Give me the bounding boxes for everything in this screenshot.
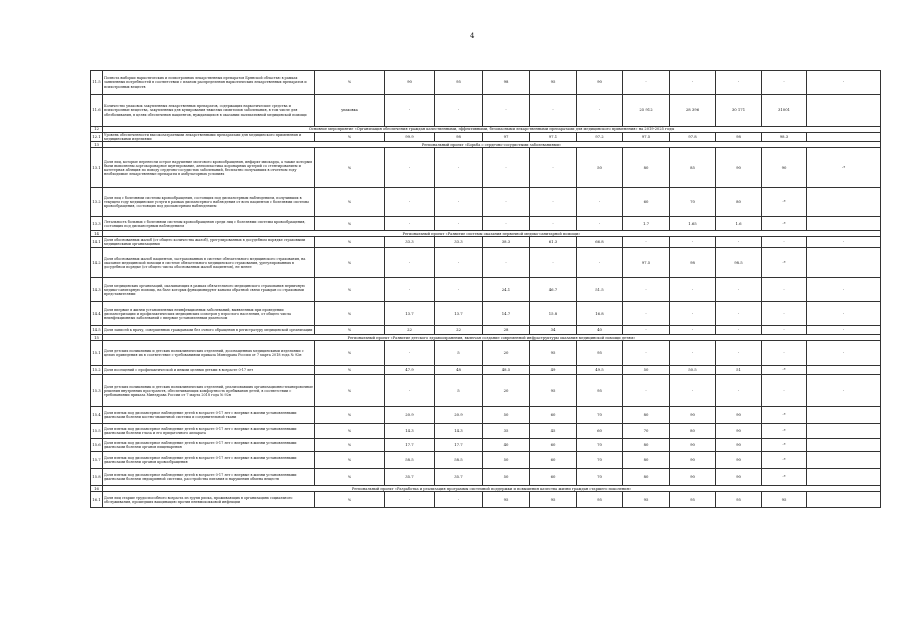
table-row — [91, 469, 881, 486]
value-cell: 51.5 — [577, 278, 623, 302]
unit-cell: % — [315, 71, 385, 95]
row-number: 15.6 — [91, 439, 103, 452]
value-cell: -* — [762, 452, 807, 469]
unit-cell: % — [315, 469, 385, 486]
value-cell — [807, 188, 881, 217]
value-cell: 97.2 — [577, 133, 623, 142]
value-cell: - — [716, 375, 762, 407]
row-number: 11.5 — [91, 71, 103, 95]
unit-cell: % — [315, 248, 385, 278]
indicator-name: Доля впервые в жизни установленных неинфекционных заболеваний, выявленных при проведении диспансеризации и профилактических медицинских осмотров у взрослого населения, от общего числа неинфекционных заболеваний с впервые установленным диагнозом — [103, 302, 315, 326]
value-cell: 48 — [435, 366, 483, 375]
value-cell: 48.5 — [483, 366, 530, 375]
value-cell: -* — [762, 424, 807, 439]
value-cell: - — [762, 326, 807, 335]
value-cell: 24.1 — [483, 278, 530, 302]
indicator-name: Доля взятых под диспансерное наблюдение детей в возрасте 0-17 лет с впервые в жизни установленными диагнозами болезни органов пищеварения — [103, 439, 315, 452]
value-cell: - — [623, 326, 670, 335]
row-number: 14.4 — [91, 302, 103, 326]
value-cell: 35 — [483, 424, 530, 439]
value-cell: 50.5 — [670, 366, 716, 375]
unit-cell: % — [315, 492, 385, 508]
value-cell: 95 — [435, 71, 483, 95]
row-number: 15.1 — [91, 341, 103, 366]
unit-cell: % — [315, 366, 385, 375]
table-row — [91, 95, 881, 127]
value-cell: 1.6 — [716, 217, 762, 231]
indicator-name: Доля детских поликлиник и детских поликлинических отделений, реализовавших организационно-планировочные решения внутренних пространств, обеспечивающих комфортность пребывания детей, в соответствии с требованиями приказа Минздрава России от 7 марта 2018 года № 92н — [103, 375, 315, 407]
value-cell: 20 — [483, 375, 530, 407]
value-cell: 50 — [577, 148, 623, 188]
value-cell: 90 — [670, 407, 716, 424]
value-cell: 40 — [577, 326, 623, 335]
value-cell: 70 — [623, 424, 670, 439]
value-cell: - — [807, 326, 881, 335]
value-cell: 90 — [716, 424, 762, 439]
value-cell: - — [385, 375, 435, 407]
value-cell: 49 — [530, 366, 577, 375]
value-cell: 46.7 — [530, 278, 577, 302]
indicator-name: Доля медицинских организаций, оказывающих в рамках обязательного медицинского страхования первичную медико-санитарную помощь, на базе которых функционируют каналы обратной связи граждан со страховыми представителями — [103, 278, 315, 302]
table-row — [91, 188, 881, 217]
value-cell: - — [385, 148, 435, 188]
value-cell: - — [670, 237, 716, 248]
indicator-name: Летальность больных с болезнями системы кровообращения среди лиц с болезнями системы кровообращения, состоящих под диспансерным наблюдением — [103, 217, 315, 231]
indicator-name: Доля лиц с болезнями системы кровообращения, состоящих под диспансерным наблюдением, получивших в текущем году медицинские услуги в рамках диспансерного наблюдения от всех пациентов с болезнями системы кровообращения, состоящих под диспансерным наблюдением — [103, 188, 315, 217]
table-row — [91, 439, 881, 452]
value-cell: 22 — [435, 326, 483, 335]
table-row — [91, 148, 881, 188]
unit-cell: % — [315, 133, 385, 142]
value-cell: 98.5 — [716, 248, 762, 278]
unit-cell: % — [315, 278, 385, 302]
value-cell: 70 — [670, 188, 716, 217]
value-cell: - — [435, 148, 483, 188]
table-row — [91, 71, 881, 95]
value-cell: 58.5 — [385, 452, 435, 469]
value-cell: 5 — [435, 375, 483, 407]
row-number: 12.1 — [91, 133, 103, 142]
value-cell: 95 — [762, 492, 807, 508]
value-cell: 80 — [623, 439, 670, 452]
value-cell: 50 — [483, 407, 530, 424]
value-cell: 15.8 — [530, 302, 577, 326]
section-title: Региональный проект «Развитие системы оказания первичной медико-санитарной помощи» — [103, 231, 881, 237]
unit-cell: % — [315, 452, 385, 469]
value-cell: 98 — [670, 248, 716, 278]
table-row — [91, 326, 881, 335]
value-cell: 98 — [483, 71, 530, 95]
unit-cell: % — [315, 217, 385, 231]
value-cell: - — [385, 248, 435, 278]
unit-cell: % — [315, 341, 385, 366]
value-cell — [807, 95, 881, 127]
value-cell: 95 — [716, 492, 762, 508]
value-cell: - — [807, 237, 881, 248]
indicator-name: Доля записей к врачу, совершенных гражданами без очного обращения в регистратуру медицинской организации — [103, 326, 315, 335]
value-cell: 98 — [435, 133, 483, 142]
value-cell: - — [762, 375, 807, 407]
row-number: 13.1 — [91, 148, 103, 188]
value-cell: 33.3 — [435, 237, 483, 248]
value-cell: - — [807, 71, 881, 95]
value-cell: -* — [762, 407, 807, 424]
value-cell: 97.5 — [623, 248, 670, 278]
row-number: 15.5 — [91, 424, 103, 439]
value-cell — [807, 133, 881, 142]
value-cell: 30 171 — [716, 95, 762, 127]
value-cell: 95 — [623, 492, 670, 508]
value-cell: - — [385, 217, 435, 231]
value-cell: 85 — [670, 148, 716, 188]
value-cell: 51 — [716, 366, 762, 375]
value-cell: 16.8 — [577, 302, 623, 326]
value-cell: 80 — [623, 452, 670, 469]
value-cell — [807, 424, 881, 439]
value-cell: 98.3 — [762, 133, 807, 142]
value-cell: -* — [762, 217, 807, 231]
value-cell: 80 — [623, 148, 670, 188]
row-number: 15.7 — [91, 452, 103, 469]
value-cell: - — [530, 217, 577, 231]
value-cell: 33.3 — [385, 237, 435, 248]
page-number: 4 — [470, 32, 475, 40]
value-cell: 31001 — [762, 95, 807, 127]
value-cell: - — [530, 148, 577, 188]
value-cell: 20 — [483, 341, 530, 366]
indicators-table — [90, 70, 881, 508]
value-cell: - — [623, 375, 670, 407]
table-row — [91, 452, 881, 469]
table-row — [91, 237, 881, 248]
value-cell: 45 — [530, 424, 577, 439]
value-cell: - — [762, 278, 807, 302]
value-cell: - — [483, 188, 530, 217]
row-number: 15.8 — [91, 469, 103, 486]
value-cell: 95 — [577, 375, 623, 407]
value-cell: - — [577, 95, 623, 127]
value-cell: 50 — [483, 452, 530, 469]
value-cell: - — [435, 492, 483, 508]
value-cell: 95 — [530, 375, 577, 407]
value-cell: - — [716, 278, 762, 302]
value-cell: - — [670, 278, 716, 302]
value-cell: 70 — [577, 407, 623, 424]
indicator-name: Доля обоснованных жалоб (от общего количества жалоб), урегулированных в досудебном порядке страховыми медицинскими организациями — [103, 237, 315, 248]
value-cell: 20.9 — [385, 407, 435, 424]
value-cell: - — [483, 217, 530, 231]
value-cell: 90 — [670, 469, 716, 486]
value-cell: - — [623, 71, 670, 95]
value-cell: - — [762, 71, 807, 95]
row-number: 13.3 — [91, 217, 103, 231]
value-cell: 60 — [530, 469, 577, 486]
value-cell: 25 912 — [623, 95, 670, 127]
section-title: Региональный проект «Борьба с сердечно-сосудистыми заболеваниями» — [103, 142, 881, 148]
value-cell: 90 — [577, 71, 623, 95]
table-row — [91, 407, 881, 424]
indicator-name: Доля взятых под диспансерное наблюдение детей в возрасте 0-17 лет с впервые в жизни установленными диагнозами болезни костно-мышечной системы и соединительной ткани — [103, 407, 315, 424]
row-number: 14.5 — [91, 326, 103, 335]
value-cell: 97 — [483, 133, 530, 142]
value-cell: -* — [762, 439, 807, 452]
value-cell: 17.7 — [435, 439, 483, 452]
value-cell: - — [577, 217, 623, 231]
value-cell: 60 — [530, 407, 577, 424]
unit-cell: % — [315, 375, 385, 407]
section-title: Региональный проект «Разработка и реализация программы системной поддержки и повышения качества жизни граждан старшего поколения» — [103, 486, 881, 492]
indicator-name: Уровень обеспеченности высокозатратными лекарственными препаратами для медицинского применения и медицинскими изделиями — [103, 133, 315, 142]
indicator-name: Количество упаковок закупленных лекарственных препаратов, содержащих наркотические средства и психотропные вещества, закупленных для купирования тяжелых симптомов заболевания, в том числе для обезболивания, в целях обеспечения пациентов, нуждающихся в оказании паллиативной медицинской помощи — [103, 95, 315, 127]
value-cell: 98 — [716, 133, 762, 142]
value-cell: - — [530, 248, 577, 278]
value-cell: - — [577, 188, 623, 217]
value-cell: 80 — [670, 424, 716, 439]
value-cell — [807, 217, 881, 231]
table-row — [91, 375, 881, 407]
value-cell: 70 — [577, 469, 623, 486]
value-cell: - — [623, 278, 670, 302]
table-row — [91, 366, 881, 375]
value-cell: 60 — [530, 439, 577, 452]
value-cell: 35.7 — [385, 469, 435, 486]
value-cell — [807, 452, 881, 469]
value-cell: - — [807, 341, 881, 366]
value-cell — [807, 366, 881, 375]
value-cell: 60 — [623, 188, 670, 217]
row-number: 13.2 — [91, 188, 103, 217]
unit-cell: % — [315, 326, 385, 335]
indicator-name: Доля обоснованных жалоб пациентов, застрахованных в системе обязательного медицинского страхования, на оказание медицинской помощи в системе обязательного медицинского страхования, урегулированных в досудебном порядке (от общего числа обоснованных жалоб пациентов), не менее — [103, 248, 315, 278]
row-number: 14.2 — [91, 248, 103, 278]
unit-cell: % — [315, 424, 385, 439]
row-number: 14.1 — [91, 237, 103, 248]
table-row — [91, 492, 881, 508]
value-cell: - — [716, 71, 762, 95]
value-cell: - — [670, 341, 716, 366]
value-cell — [807, 492, 881, 508]
value-cell: 90 — [716, 407, 762, 424]
value-cell: 50 — [623, 366, 670, 375]
value-cell: - — [807, 278, 881, 302]
value-cell: - — [807, 375, 881, 407]
value-cell: - — [670, 326, 716, 335]
value-cell: 97.5 — [623, 133, 670, 142]
value-cell: 60 — [530, 452, 577, 469]
value-cell: - — [385, 188, 435, 217]
table-row — [91, 133, 881, 142]
value-cell — [807, 248, 881, 278]
value-cell: 95 — [577, 492, 623, 508]
unit-cell: % — [315, 237, 385, 248]
value-cell: - — [385, 95, 435, 127]
value-cell: 14.3 — [435, 424, 483, 439]
value-cell: 95 — [670, 492, 716, 508]
value-cell: -* — [762, 366, 807, 375]
section-title: Региональный проект «Развитие детского здравоохранения, включая создание современной инфраструктуры оказания медицинской помощи детям» — [103, 335, 881, 341]
value-cell: 95 — [530, 492, 577, 508]
indicator-name: Полнота выборки наркотических и психотропных лекарственных препаратов Брянской областью в рамках заявленных потребностей в соответствии с планом распределения наркотических лекарственных препаратов и психотропных веществ — [103, 71, 315, 95]
value-cell: 13.7 — [435, 302, 483, 326]
value-cell: - — [670, 375, 716, 407]
row-number: 13 — [91, 142, 103, 148]
unit-cell: % — [315, 407, 385, 424]
value-cell: 95 — [483, 492, 530, 508]
value-cell: 1.65 — [670, 217, 716, 231]
table-row — [91, 217, 881, 231]
value-cell: 28 — [483, 326, 530, 335]
value-cell: -* — [762, 188, 807, 217]
value-cell: 95 — [530, 341, 577, 366]
indicator-name: Доля детских поликлиник и детских поликлинических отделений, дооснащенных медицинскими изделиями с целью приведения их в соответствие с требованиями приказа Минздрава России от 7 марта 2018 года № 92н — [103, 341, 315, 366]
table-row — [91, 341, 881, 366]
value-cell: 49.5 — [577, 366, 623, 375]
table-body — [91, 71, 881, 508]
value-cell: 38.3 — [483, 237, 530, 248]
indicator-name: Доля взятых под диспансерное наблюдение детей в возрасте 0-17 лет с впервые в жизни установленными диагнозами болезни органов кровообращения — [103, 452, 315, 469]
value-cell: 95 — [530, 71, 577, 95]
value-cell: 80 — [623, 407, 670, 424]
value-cell: 35.7 — [435, 469, 483, 486]
value-cell: - — [483, 248, 530, 278]
row-number: 15.3 — [91, 375, 103, 407]
value-cell: 90 — [716, 148, 762, 188]
value-cell: - — [716, 302, 762, 326]
value-cell: - — [716, 237, 762, 248]
unit-cell: упаковка — [315, 95, 385, 127]
value-cell: 1.7 — [623, 217, 670, 231]
value-cell: 95 — [577, 341, 623, 366]
value-cell: - — [807, 302, 881, 326]
value-cell: 5 — [435, 341, 483, 366]
value-cell: 90 — [716, 469, 762, 486]
value-cell: 90 — [716, 452, 762, 469]
value-cell: -* — [762, 469, 807, 486]
value-cell: 97.1 — [530, 133, 577, 142]
section-title: Основное мероприятие «Организация обеспечения граждан качественными, эффективными, безопасными лекарственными препаратами для медицинского применения» на 2019-2025 годы — [103, 127, 881, 133]
value-cell: 14.7 — [483, 302, 530, 326]
value-cell: - — [762, 341, 807, 366]
unit-cell: % — [315, 148, 385, 188]
value-cell: -* — [762, 248, 807, 278]
value-cell: - — [385, 341, 435, 366]
value-cell: - — [670, 71, 716, 95]
row-number: 15.2 — [91, 366, 103, 375]
indicator-name: Доля лиц, которые перенесли острое нарушение мозгового кровообращения, инфаркт миокарда, а также которым были выполнены аортокоронарное шунтирование, ангиопластика коронарных артерий со стентированием и катетерная абляция по поводу сердечно-сосудистых заболеваний, бесплатно получавших в отчетном году необходимые лекарственные препараты в амбулаторных условиях — [103, 148, 315, 188]
value-cell: 58.5 — [435, 452, 483, 469]
value-cell: - — [716, 341, 762, 366]
value-cell — [807, 439, 881, 452]
value-cell: 70 — [577, 439, 623, 452]
row-number: 15.4 — [91, 407, 103, 424]
value-cell: - — [670, 302, 716, 326]
value-cell: - — [716, 326, 762, 335]
value-cell: 20.9 — [435, 407, 483, 424]
value-cell: - — [530, 95, 577, 127]
value-cell: 80 — [716, 188, 762, 217]
value-cell: - — [385, 278, 435, 302]
value-cell: 61.3 — [530, 237, 577, 248]
value-cell: - — [762, 237, 807, 248]
value-cell: 90 — [670, 439, 716, 452]
row-number: 16 — [91, 486, 103, 492]
value-cell: 90 — [762, 148, 807, 188]
row-number: 15 — [91, 335, 103, 341]
value-cell: 66.8 — [577, 237, 623, 248]
unit-cell: % — [315, 302, 385, 326]
indicator-name: Доля посещений с профилактической и иными целями детьми в возрасте 0-17 лет — [103, 366, 315, 375]
value-cell: 70 — [577, 452, 623, 469]
row-number: 16.1 — [91, 492, 103, 508]
indicator-name: Доля лиц старше трудоспособного возраста из групп риска, проживающих в организациях социального обслуживания, прошедших вакцинацию против пневмококковой инфекции — [103, 492, 315, 508]
value-cell: 14.3 — [385, 424, 435, 439]
unit-cell: % — [315, 439, 385, 452]
value-cell: - — [623, 341, 670, 366]
value-cell: - — [435, 248, 483, 278]
value-cell: 28 396 — [670, 95, 716, 127]
value-cell — [807, 469, 881, 486]
row-number: 12 — [91, 127, 103, 133]
value-cell: 50 — [483, 469, 530, 486]
value-cell: 99.9 — [385, 133, 435, 142]
row-number: 14.3 — [91, 278, 103, 302]
value-cell: 47.9 — [385, 366, 435, 375]
value-cell: 22 — [385, 326, 435, 335]
value-cell: - — [385, 492, 435, 508]
value-cell: 80 — [623, 469, 670, 486]
value-cell: - — [483, 148, 530, 188]
value-cell: 97.8 — [670, 133, 716, 142]
unit-cell: % — [315, 188, 385, 217]
value-cell: - — [483, 95, 530, 127]
indicator-name: Доля взятых под диспансерное наблюдение детей в возрасте 0-17 лет с впервые в жизни установленными диагнозами болезни эндокринной системы, расстройства питания и нарушения обмена веществ — [103, 469, 315, 486]
value-cell: 90 — [716, 439, 762, 452]
value-cell: - — [530, 188, 577, 217]
value-cell: 60 — [577, 424, 623, 439]
value-cell — [807, 407, 881, 424]
indicator-name: Доля взятых под диспансерное наблюдение детей в возрасте 0-17 лет с впервые в жизни установленными диагнозами болезни глаза и его придаточного аппарата — [103, 424, 315, 439]
value-cell: - — [623, 237, 670, 248]
value-cell: 17.7 — [385, 439, 435, 452]
table-row — [91, 302, 881, 326]
value-cell: - — [435, 95, 483, 127]
row-number: 11.6 — [91, 95, 103, 127]
value-cell: - — [762, 302, 807, 326]
value-cell: 90 — [670, 452, 716, 469]
value-cell: - — [435, 278, 483, 302]
value-cell: 90 — [385, 71, 435, 95]
row-number: 14 — [91, 231, 103, 237]
table-row — [91, 248, 881, 278]
value-cell: -* — [807, 148, 881, 188]
value-cell: - — [577, 248, 623, 278]
value-cell: 40 — [483, 439, 530, 452]
value-cell: - — [435, 188, 483, 217]
table-row — [91, 424, 881, 439]
value-cell: 13.7 — [385, 302, 435, 326]
value-cell: - — [435, 217, 483, 231]
value-cell: 34 — [530, 326, 577, 335]
value-cell: - — [623, 302, 670, 326]
table-row — [91, 278, 881, 302]
